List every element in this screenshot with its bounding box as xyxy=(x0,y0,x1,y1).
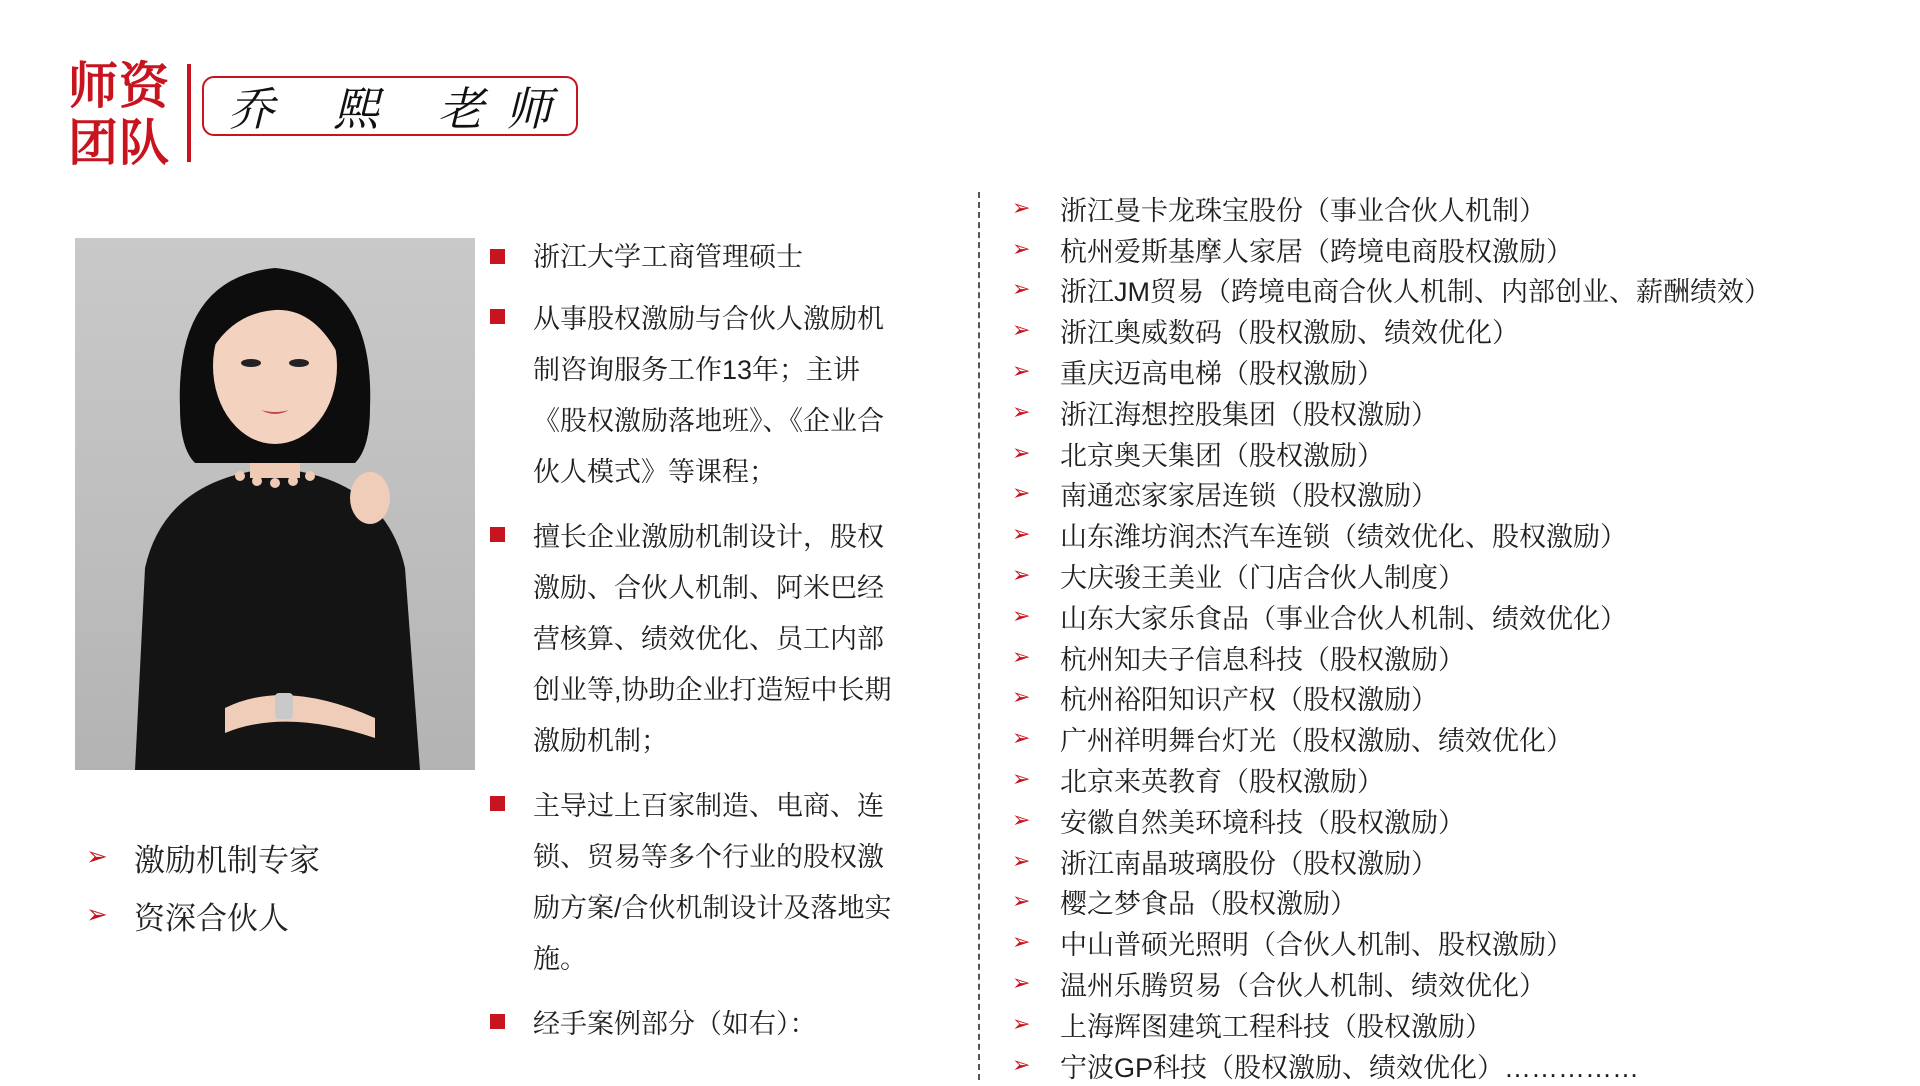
case-label: 南通恋家家居连锁（股权激励） xyxy=(1060,481,1438,512)
case-label: 山东潍坊润杰汽车连锁（绩效优化、股权激励） xyxy=(1060,522,1627,553)
arrow-right-icon: ➢ xyxy=(1012,644,1031,670)
section-title-line1: 师资 xyxy=(68,58,170,114)
case-item xyxy=(1012,351,1771,392)
arrow-right-icon: ➢ xyxy=(1012,236,1031,262)
square-bullet-icon xyxy=(490,309,505,324)
bio-item xyxy=(490,234,910,280)
arrow-right-icon: ➢ xyxy=(86,900,108,930)
arrow-right-icon: ➢ xyxy=(1012,889,1031,915)
case-item xyxy=(1012,1004,1771,1045)
case-label: 浙江奥威数码（股权激励、绩效优化） xyxy=(1060,318,1519,349)
case-item xyxy=(1012,188,1771,229)
arrow-right-icon: ➢ xyxy=(1012,848,1031,874)
arrow-right-icon: ➢ xyxy=(1012,971,1031,997)
expertise-tags xyxy=(86,828,320,944)
case-label: 北京奥天集团（股权激励） xyxy=(1060,440,1384,471)
case-item xyxy=(1012,759,1771,800)
arrow-right-icon: ➢ xyxy=(1012,726,1031,752)
column-divider xyxy=(978,192,980,1080)
case-label: 宁波GP科技（股权激励、绩效优化）…………… xyxy=(1060,1052,1640,1083)
teacher-name: 乔 熙 老师 xyxy=(228,82,574,136)
case-label: 浙江南晶玻璃股份（股权激励） xyxy=(1060,848,1438,879)
case-label: 上海辉图建筑工程科技（股权激励） xyxy=(1060,1011,1492,1042)
arrow-right-icon: ➢ xyxy=(1012,359,1031,385)
case-label: 北京来英教育（股权激励） xyxy=(1060,767,1384,798)
bio-list xyxy=(490,234,910,1064)
case-item xyxy=(1012,310,1771,351)
arrow-right-icon: ➢ xyxy=(1012,522,1031,548)
arrow-right-icon: ➢ xyxy=(1012,930,1031,956)
arrow-right-icon: ➢ xyxy=(1012,603,1031,629)
case-label: 温州乐腾贸易（合伙人机制、绩效优化） xyxy=(1060,971,1546,1002)
case-label: 大庆骏王美业（门店合伙人制度） xyxy=(1060,563,1465,594)
case-item xyxy=(1012,270,1771,311)
bio-text: 擅长企业激励机制设计，股权激励、合伙人机制、阿米巴经营核算、绩效优化、员工内部创业等,协助企业打造短中长期激励机制； xyxy=(533,522,892,756)
title-divider xyxy=(187,64,191,162)
case-label: 安徽自然美环境科技（股权激励） xyxy=(1060,807,1465,838)
arrow-right-icon: ➢ xyxy=(1012,481,1031,507)
section-title-line2: 团队 xyxy=(68,115,170,171)
case-item xyxy=(1012,637,1771,678)
square-bullet-icon xyxy=(490,249,505,264)
tag-label: 资深合伙人 xyxy=(134,900,289,936)
arrow-right-icon: ➢ xyxy=(1012,807,1031,833)
bio-item xyxy=(490,512,910,767)
case-label: 杭州爱斯基摩人家居（跨境电商股权激励） xyxy=(1060,236,1573,267)
case-item xyxy=(1012,1045,1771,1086)
arrow-right-icon: ➢ xyxy=(1012,440,1031,466)
arrow-right-icon: ➢ xyxy=(1012,563,1031,589)
case-label: 广州祥明舞台灯光（股权激励、绩效优化） xyxy=(1060,726,1573,757)
arrow-right-icon: ➢ xyxy=(1012,767,1031,793)
tag-item xyxy=(86,828,320,886)
arrow-right-icon: ➢ xyxy=(1012,318,1031,344)
case-label: 重庆迈高电梯（股权激励） xyxy=(1060,359,1384,390)
case-item xyxy=(1012,922,1771,963)
bio-text: 主导过上百家制造、电商、连锁、贸易等多个行业的股权激励方案/合伙机制设计及落地实施。 xyxy=(533,791,892,974)
tag-item xyxy=(86,886,320,944)
square-bullet-icon xyxy=(490,796,505,811)
arrow-right-icon: ➢ xyxy=(1012,277,1031,303)
case-label: 杭州知夫子信息科技（股权激励） xyxy=(1060,644,1465,675)
square-bullet-icon xyxy=(490,527,505,542)
case-item xyxy=(1012,841,1771,882)
square-bullet-icon xyxy=(490,1014,505,1029)
case-list xyxy=(1012,188,1771,1086)
bio-item xyxy=(490,294,910,498)
case-item xyxy=(1012,514,1771,555)
arrow-right-icon: ➢ xyxy=(1012,1052,1031,1078)
case-item xyxy=(1012,800,1771,841)
case-item xyxy=(1012,596,1771,637)
arrow-right-icon: ➢ xyxy=(86,842,108,872)
arrow-right-icon: ➢ xyxy=(1012,1011,1031,1037)
bio-text: 从事股权激励与合伙人激励机制咨询服务工作13年；主讲《股权激励落地班》、《企业合伙人模式》等课程； xyxy=(533,304,884,487)
case-label: 浙江曼卡龙珠宝股份（事业合伙人机制） xyxy=(1060,195,1546,226)
tag-label: 激励机制专家 xyxy=(134,842,320,878)
section-title xyxy=(68,58,178,172)
case-label: 山东大家乐食品（事业合伙人机制、绩效优化） xyxy=(1060,603,1627,634)
arrow-right-icon: ➢ xyxy=(1012,195,1031,221)
case-item xyxy=(1012,555,1771,596)
case-label: 浙江海想控股集团（股权激励） xyxy=(1060,399,1438,430)
case-item xyxy=(1012,718,1771,759)
bio-text: 经手案例部分（如右）： xyxy=(533,1009,817,1039)
case-item xyxy=(1012,474,1771,515)
case-item xyxy=(1012,229,1771,270)
arrow-right-icon: ➢ xyxy=(1012,685,1031,711)
case-label: 樱之梦食品（股权激励） xyxy=(1060,889,1357,920)
case-item xyxy=(1012,963,1771,1004)
case-item xyxy=(1012,433,1771,474)
case-label: 杭州裕阳知识产权（股权激励） xyxy=(1060,685,1438,716)
bio-item xyxy=(490,781,910,985)
portrait-illustration xyxy=(75,238,475,770)
case-item xyxy=(1012,678,1771,719)
case-item xyxy=(1012,882,1771,923)
bio-item xyxy=(490,999,910,1050)
case-label: 中山普硕光照明（合伙人机制、股权激励） xyxy=(1060,930,1573,961)
teacher-name-box xyxy=(202,76,578,136)
bio-text: 浙江大学工商管理硕士 xyxy=(533,242,803,272)
teacher-photo xyxy=(75,238,475,770)
case-item xyxy=(1012,392,1771,433)
case-label: 浙江JM贸易（跨境电商合伙人机制、内部创业、薪酬绩效） xyxy=(1060,277,1771,308)
arrow-right-icon: ➢ xyxy=(1012,399,1031,425)
